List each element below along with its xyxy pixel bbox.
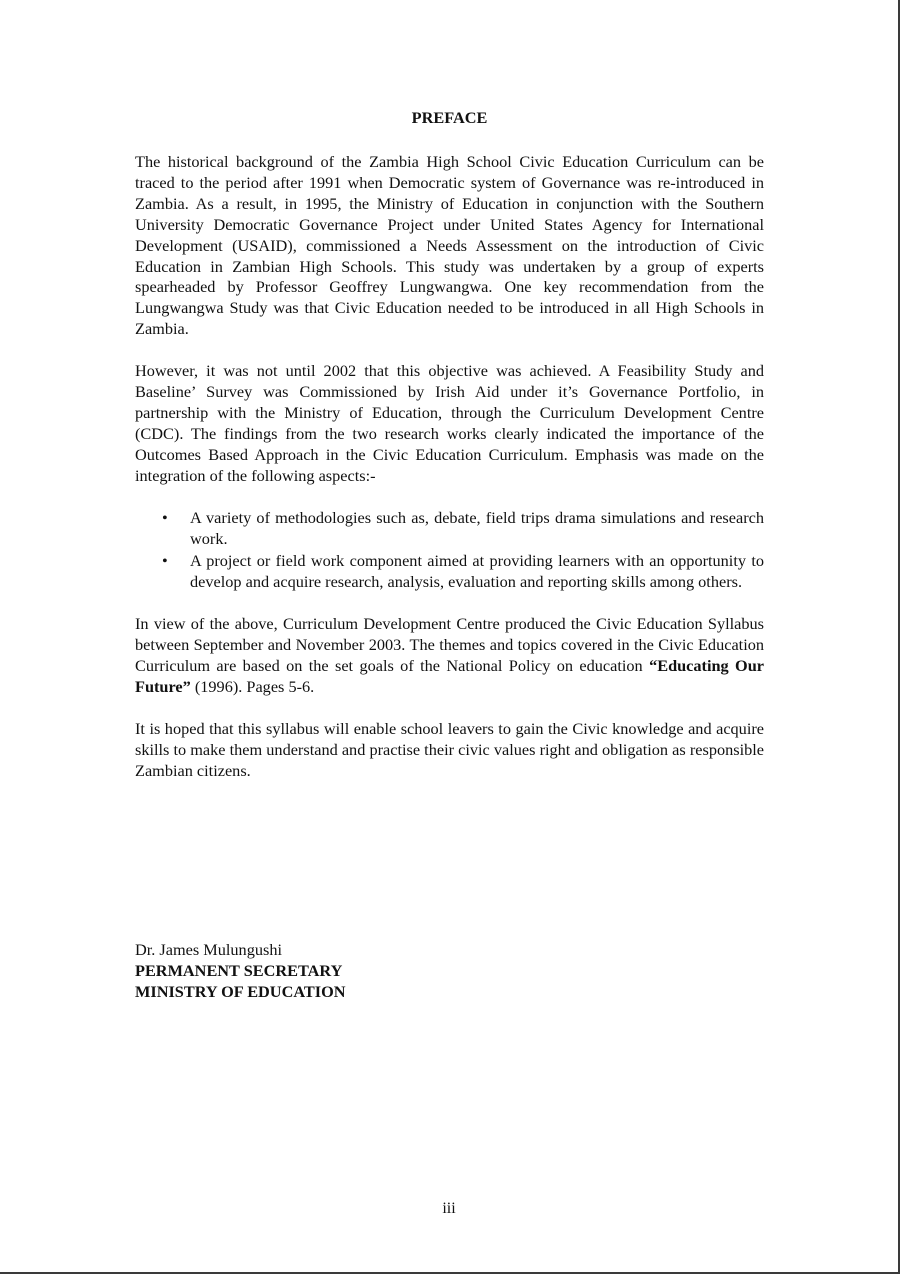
paragraph-syllabus-production (135, 614, 764, 698)
paragraph-text: (1996). Pages 5-6. (190, 676, 315, 696)
list-item-text: A variety of methodologies such as, debate, field trips drama simulations and research work. (190, 507, 764, 548)
paragraph-background: The historical background of the Zambia High School Civic Education Curriculum can be traced to the period after 1991 when Democratic system of Governance was re-introduced in Zambia. As a result, in 1995, the Ministry of Education in conjunction with the Southern University Democratic Governance Project under United States Agency for International Development (USAID), commissioned a Needs Assessment on the introduction of Civic Education in Zambian High Schools. This study was undertaken by a group of experts spearheaded by Professor Geoffrey Lungwangwa. One key recommendation from the Lungwangwa Study was that Civic Education needed to be introduced in all High Schools in Zambia. (135, 152, 764, 339)
signatory-organization: MINISTRY OF EDUCATION (135, 982, 346, 1001)
signatory-position: PERMANENT SECRETARY (135, 961, 343, 980)
bullet-icon: • (162, 551, 168, 571)
policy-title: “Educating Our Future” (135, 656, 764, 696)
paragraph-closing: It is hoped that this syllabus will enable school leavers to gain the Civic knowledge and acquire skills to make them understand and practise their civic values right and obligation as responsible Zambian citizens. (135, 718, 764, 780)
list-item (162, 507, 764, 550)
page-title: PREFACE (411, 108, 488, 127)
signatory-name: Dr. James Mulungushi (135, 940, 282, 959)
aspects-list (135, 508, 764, 594)
paragraph-feasibility-study: However, it was not until 2002 that this objective was achieved. A Feasibility Study and Baseline’ Survey was Commissioned by Irish Aid under it’s Governance Portfolio, in partnership with the Ministry of Education, through the Curriculum Development Centre (CDC). The findings from the two research works clearly indicated the importance of the Outcomes Based Approach in the Civic Education Curriculum. Emphasis was made on the integration of the following aspects:- (135, 361, 764, 485)
signature-block (135, 939, 346, 1002)
paragraph-text: In view of the above, Curriculum Development Centre produced the Civic Education Syllabus between September and November 2003. The themes and topics covered in the Civic Education Curriculum are based on the set goals of the National Policy on education (135, 614, 764, 676)
bullet-icon: • (162, 507, 168, 527)
document-body (135, 106, 764, 803)
list-item (162, 551, 764, 593)
list-item-text: A project or field work component aimed at providing learners with an opportunity to develop and acquire research, analysis, evaluation and reporting skills among others. (190, 551, 764, 592)
page-number: iii (442, 1200, 456, 1217)
